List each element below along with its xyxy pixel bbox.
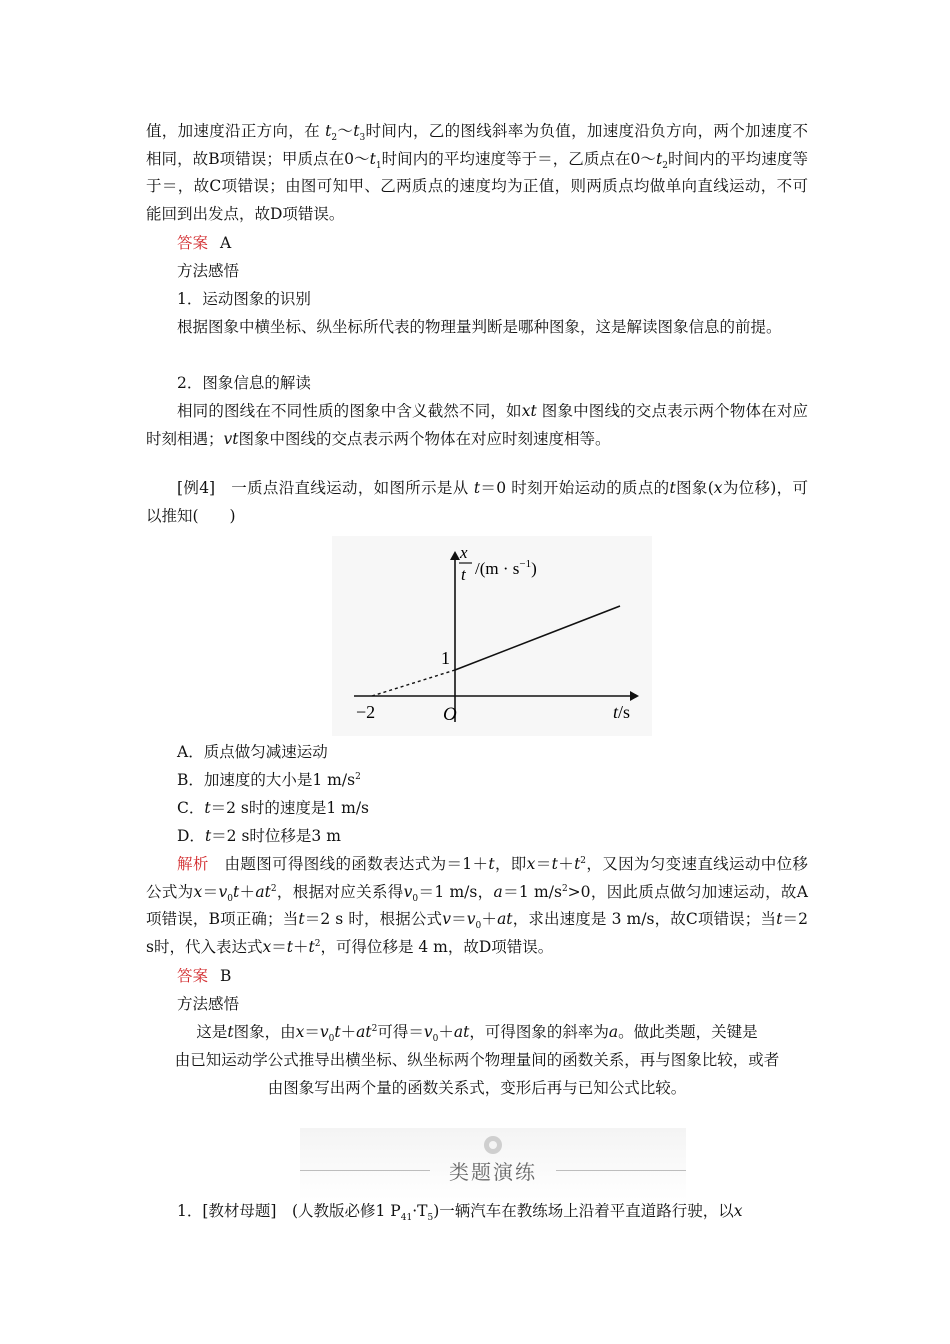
var: at [497,910,513,928]
text: B．加速度的大小是1 m/s [177,771,356,789]
text: 图象中图线的交点表示两个物体在对应时刻相遇； [146,402,808,448]
text: ，又因为匀变速直线运动中位移公式为 [146,855,808,901]
example4-question [146,475,808,530]
text: 图象，由 [233,1023,296,1041]
var: at [356,1023,372,1041]
text: ＋ [557,855,575,873]
sub: 0 [227,893,233,904]
sub: 5 [427,1213,434,1224]
var: v [319,1023,329,1041]
var: x [526,855,536,873]
text: 时间内的平均速度等于＝，故C项错误；由图可知甲、乙两质点的速度均为正值，则两质点均做单向直线运动，不可能回到出发点，故D项错误。 [146,149,808,223]
var: v [466,910,476,928]
text: C． [177,799,205,817]
var: t [227,1023,234,1041]
text: ＝ [271,937,287,956]
text: )一辆汽车在教练场上沿着平直道路行驶，以 [433,1202,734,1220]
text: ·T [412,1202,428,1220]
sup: 2 [561,883,568,894]
var: t [656,149,663,168]
sub: 1 [375,160,382,171]
text: 这是 [196,1023,228,1041]
method2-line3: 由图象写出两个量的函数关系式，变形后再与已知公式比较。 [267,1079,687,1097]
method2-line1 [146,1019,808,1047]
analysis-label: 解析 [177,855,209,873]
y-intercept-label: 1 [441,648,450,668]
var: v [218,882,228,901]
sub: 3 [359,133,366,144]
var: a [493,882,503,901]
text: ＋ [481,910,498,928]
text: 图象中图线的交点表示两个物体在对应时刻速度相等。 [238,429,611,448]
origin-label: O [443,704,457,725]
answer-line [177,230,231,258]
var: t [325,122,332,140]
text: ，求出速度是 3 m/s，故C项错误；当 [512,910,777,928]
var: at [453,1023,470,1041]
answer-label: 答案 [177,967,209,985]
text: ，可得图象的斜率为 [469,1023,609,1041]
answer-label: 答案 [177,234,209,252]
var: t [776,910,783,928]
option-d [177,823,341,851]
section-title: 类题演练 [449,1160,537,1184]
sub: 2 [331,133,338,144]
var: at [255,882,271,901]
method2-title: 方法感悟 [177,995,240,1013]
sup: 2 [355,771,361,782]
text: ，根据对应关系得 [276,882,404,901]
y-axis-arrow [450,551,460,560]
text: >0，因此质点做匀加速运动，故A项错误，B项正确；当 [146,882,808,928]
analysis-paragraph [146,851,808,961]
answer-value: B [220,967,232,985]
graph-svg [332,536,652,736]
answer2-line [177,963,231,991]
var: t [473,479,481,497]
var: v [403,882,413,901]
sup: 2 [580,855,587,866]
x-axis-arrow [630,691,639,701]
method2-line2: 由已知运动学公式推导出横坐标、纵坐标两个物理量间的函数关系，再与图象比较，或者 [174,1051,780,1069]
var: t [574,855,581,873]
text: ＝ [202,882,219,901]
var: v [423,1023,433,1041]
example-label: [例4] [177,479,216,497]
ylabel-unit: $/(m \cdot s^{-1})$ [475,558,537,578]
xt-t-graph [332,536,652,736]
var: t [232,882,240,901]
text: D． [177,827,205,845]
text: 由题图可得图线的函数表达式为＝1＋ [208,855,489,873]
sub: 2 [662,160,668,171]
var: v [442,910,451,928]
var: x [733,1202,743,1220]
x-intercept-label: −2 [356,702,376,722]
var: t [551,855,558,873]
text: ＝ [535,855,552,873]
text: ＝2 s时，代入表达式 [146,910,808,956]
ylabel-denominator: t [461,565,466,584]
text: 相同的图线在不同性质的图象中含义截然不同，如 [177,402,522,420]
method-title: 方法感悟 [177,262,240,280]
var: t [369,149,376,168]
var: x [193,882,203,901]
item2-title: 2．图象信息的解读 [177,374,311,392]
text: 时间内的平均速度等于＝，乙质点在0～ [381,149,656,168]
option-a: A．质点做匀减速运动 [177,743,328,761]
ylabel-numerator: x [460,543,468,562]
text: ＝0 时刻开始运动的质点的 [480,479,670,497]
text: 。做此类题，关键是 [618,1023,758,1041]
sup: 2 [270,883,277,894]
item2-text [146,398,808,453]
var: x [295,1023,305,1041]
graph-line [455,606,620,670]
var: x [262,937,272,956]
text: 图象( [675,479,714,497]
text: ＝2 s 时，根据公式 [304,910,443,928]
var: xt [521,402,537,420]
text: ～ [337,122,354,140]
var: t [308,937,315,956]
var: t [204,799,211,817]
var: t [353,122,360,140]
location-pin-icon [484,1136,502,1154]
sub: 41 [400,1213,413,1224]
text: 1．[教材母题] (人教版必修1 P [177,1202,401,1220]
text: ＋ [438,1023,454,1041]
var: a [608,1023,619,1041]
intro-paragraph [146,118,808,228]
item1-text: 根据图象中横坐标、纵坐标所代表的物理量判断是哪种图象，这是解读图象信息的前提。 [177,318,782,336]
option-c [177,795,369,823]
var: t [488,855,495,873]
text: 一质点沿直线运动，如图所示是从 [215,479,474,497]
var: t [669,479,676,497]
text: 值，加速度沿正方向，在 [146,122,326,140]
var: vt [223,429,239,448]
answer-value: A [220,234,232,252]
item1-title: 1．运动图象的识别 [177,290,311,308]
text: ＋ [292,937,309,956]
text: ＝2 s时的速度是1 m/s [210,799,370,817]
text: ，可得位移是 4 m，故D项错误。 [320,937,554,956]
sub: 0 [412,893,419,904]
sup: 2 [371,1023,378,1034]
sub: 0 [328,1034,335,1045]
text: 为位移)，可以推知( ) [146,479,808,525]
var: x [713,479,723,497]
var: t [334,1023,341,1041]
text: ＝1 m/s [502,882,562,901]
text: ＝ [450,910,467,928]
text: ＝ [304,1023,320,1041]
extrapolated-dashed-line [372,670,455,696]
var: t [298,910,305,928]
var: t [286,937,293,956]
text: 可得＝ [377,1023,424,1041]
text: ＝2 s时位移是3 m [211,827,341,845]
text: 时间内，乙的图线斜率为负值，加速度沿负方向，两个加速度不相同，故B项错误；甲质点在0～ [146,122,808,168]
text: ，即 [494,855,527,873]
section-banner [300,1128,686,1200]
question-1 [177,1198,743,1226]
option-b [177,767,361,795]
xlabel: t/s [613,702,631,722]
var: t [204,827,212,845]
sub: 0 [432,1034,439,1045]
text: ＋ [340,1023,357,1041]
sup: 2 [314,938,321,949]
text: ＋ [239,882,256,901]
text: ＝1 m/s， [418,882,494,901]
sub: 0 [475,921,482,932]
